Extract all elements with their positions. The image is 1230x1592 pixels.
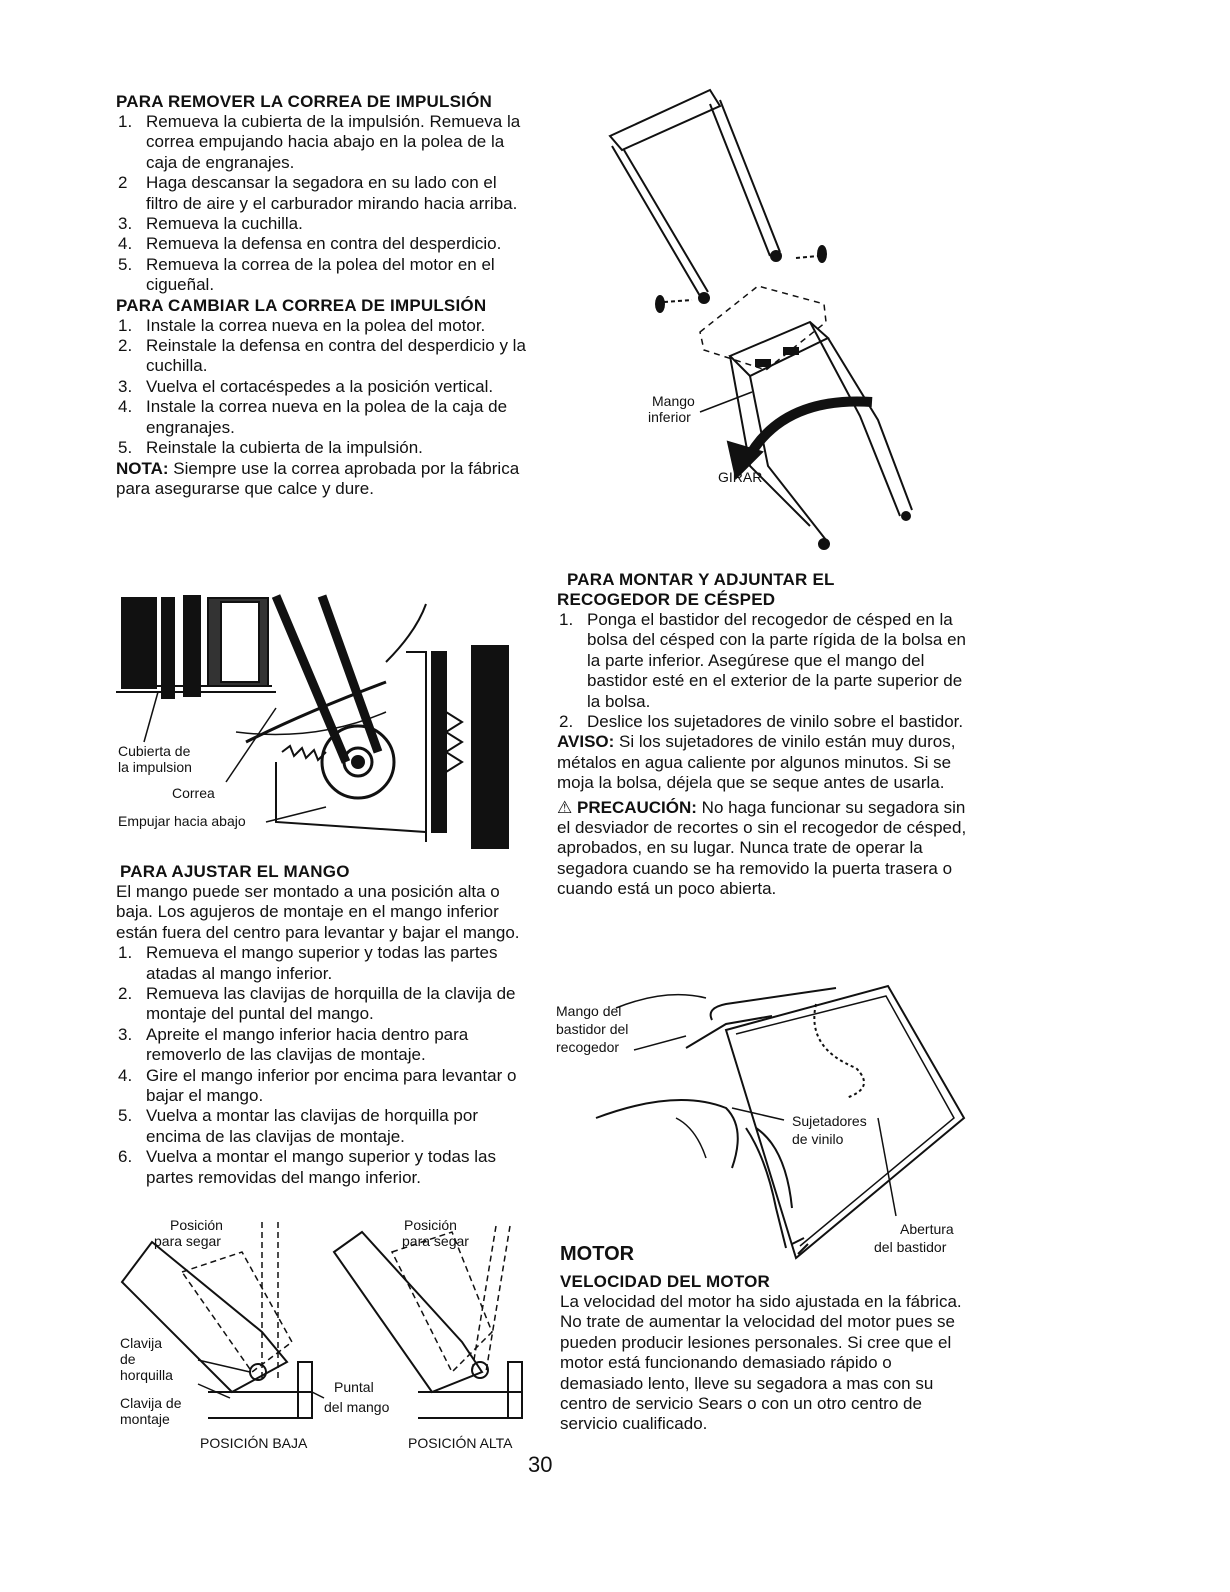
speed-paragraph: La velocidad del motor ha sido ajustada en la fábrica. No trate de aumentar la velocidad del motor pues se pueden producir lesiones personales. Si cree que el motor está funcionando demasiado rápido o demasiado lento, lleve su segadora a mas con su centro de servicio Sears o con un otro centro de servicio cualificado.: [560, 1292, 962, 1434]
right-column: [557, 570, 969, 900]
bag-steps: [557, 610, 969, 732]
label-abertura-2: del bastidor: [874, 1239, 947, 1255]
list-item: 1. Remueva el mango superior y todas las partes atadas al mango inferior.: [118, 943, 498, 983]
handle-position-figure: [112, 1212, 542, 1458]
label-correa: Correa: [172, 785, 215, 801]
grass-bag-figure: [556, 968, 968, 1264]
pos-right-label-2: para segar: [402, 1233, 469, 1249]
aviso-paragraph: AVISO: Si los sujetadores de vinilo están muy duros, métalos en agua caliente por algunos minutos. Si se moja la bolsa, déjela que se seque antes de usarla.: [557, 732, 956, 793]
list-item: 2. Remueva las clavijas de horquilla de la clavija de montaje del puntal del mango.: [118, 984, 516, 1024]
label-empujar: Empujar hacia abajo: [118, 813, 246, 829]
list-item: 2. Reinstale la defensa en contra del desperdicio y la cuchilla.: [118, 336, 526, 376]
label-abertura-1: Abertura: [900, 1221, 954, 1237]
bag-title-1: PARA MONTAR Y ADJUNTAR EL: [567, 570, 835, 589]
pos-alta-label: POSICIÓN ALTA: [408, 1435, 513, 1451]
list-item: 3. Vuelva el cortacéspedes a la posición vertical.: [118, 376, 494, 396]
clavija-label-1: Clavija: [120, 1335, 163, 1351]
list-item: 2 Haga descansar la segadora en su lado con el filtro de aire y el carburador mirando hacia arriba.: [118, 173, 518, 213]
list-item: 4. Gire el mango inferior por encima para levantar o bajar el mango.: [118, 1065, 517, 1106]
label-girar: GIRAR: [718, 469, 763, 485]
label-cubierta-2: la impulsion: [118, 759, 192, 775]
drive-belt-figure: [116, 592, 516, 850]
list-item: 5. Vuelva a montar las clavijas de horquilla por encima de las clavijas de montaje.: [118, 1106, 478, 1146]
puntal-label-2: del mango: [324, 1399, 390, 1415]
label-mango-inferior-2: inferior: [648, 409, 691, 425]
label-mango-bastidor-3: recogedor: [556, 1039, 620, 1055]
pos-baja-label: POSICIÓN BAJA: [200, 1435, 308, 1451]
list-item: 1. Ponga el bastidor del recogedor de césped en la bolsa del césped con la parte rígida de la bolsa en la parte inferior. Asegúrese que el mango del bastidor esté en el exterior de la parte superior de la bolsa.: [559, 610, 966, 711]
label-sujetadores-1: Sujetadores: [792, 1113, 867, 1129]
list-item: 5. Reinstale la cubierta de la impulsión.: [118, 438, 423, 458]
clavija-label-2: de: [120, 1351, 136, 1367]
label-mango-inferior-1: Mango: [652, 393, 695, 409]
adjust-handle-title: PARA AJUSTAR EL MANGO: [120, 862, 350, 881]
list-item: 1. Remueva la cubierta de la impulsión. Remueva la correa empujando hacia abajo en la polea de la caja de engranajes.: [118, 112, 521, 172]
clavija-label-3: horquilla: [120, 1367, 173, 1383]
change-belt-steps: [116, 316, 532, 459]
page-number: 30: [528, 1452, 553, 1477]
change-belt-title: PARA CAMBIAR LA CORREA DE IMPULSIÓN: [116, 295, 487, 315]
list-item: 1. Instale la correa nueva en la polea del motor.: [118, 315, 486, 335]
montaje-label-1: Clavija de: [120, 1395, 182, 1411]
remove-belt-steps: [116, 112, 532, 296]
motor-title: MOTOR: [560, 1243, 635, 1265]
precaucion-paragraph: ⚠ PRECAUCIÓN: No haga funcionar su segadora sin el desviador de recortes o sin el recogedor de césped, aprobados, en su lugar. Nunca trate de operar la segadora cuando se ha removido la puerta trasera o cuando está un poco abierta.: [557, 797, 967, 899]
puntal-label-1: Puntal: [334, 1379, 374, 1395]
label-sujetadores-2: de vinilo: [792, 1131, 844, 1147]
nota-paragraph: NOTA: Siempre use la correa aprobada por la fábrica para asegurarse que calce y dure.: [116, 458, 520, 498]
pos-left-label-1: Posición: [170, 1217, 223, 1233]
list-item: 5. Remueva la correa de la polea del motor en el cigueñal.: [118, 254, 495, 295]
list-item: 4. Instale la correa nueva en la polea de la caja de engranajes.: [118, 397, 508, 437]
label-mango-bastidor-1: Mango del: [556, 1003, 622, 1019]
speed-title: VELOCIDAD DEL MOTOR: [560, 1272, 771, 1291]
warning-icon: ⚠: [557, 797, 573, 817]
list-item: 3. Remueva la cuchilla.: [118, 214, 303, 234]
list-item: 4. Remueva la defensa en contra del desperdicio.: [118, 234, 502, 254]
pos-left-label-2: para segar: [154, 1233, 221, 1249]
adjust-handle-section: [116, 862, 532, 1188]
left-column: [116, 92, 532, 499]
label-cubierta-1: Cubierta de: [118, 743, 191, 759]
list-item: 6. Vuelva a montar el mango superior y todas las partes removidas del mango inferior.: [118, 1147, 496, 1187]
label-mango-bastidor-2: bastidor del: [556, 1021, 629, 1037]
list-item: 2. Deslice los sujetadores de vinilo sobre el bastidor.: [559, 712, 964, 732]
remove-belt-title: PARA REMOVER LA CORREA DE IMPULSIÓN: [116, 92, 492, 111]
bag-title-2: RECOGEDOR DE CÉSPED: [557, 590, 776, 609]
adjust-handle-intro: El mango puede ser montado a una posición alta o baja. Los agujeros de montaje en el mango inferior están fuera del centro para levantar y bajar el mango.: [116, 882, 520, 942]
adjust-handle-steps: [116, 943, 532, 1188]
pos-right-label-1: Posición: [404, 1217, 457, 1233]
motor-section: [560, 1242, 970, 1435]
list-item: 3. Apreite el mango inferior hacia dentro para removerlo de las clavijas de montaje.: [118, 1024, 469, 1065]
montaje-label-2: montaje: [120, 1411, 170, 1427]
handle-rotate-figure: [600, 86, 940, 556]
